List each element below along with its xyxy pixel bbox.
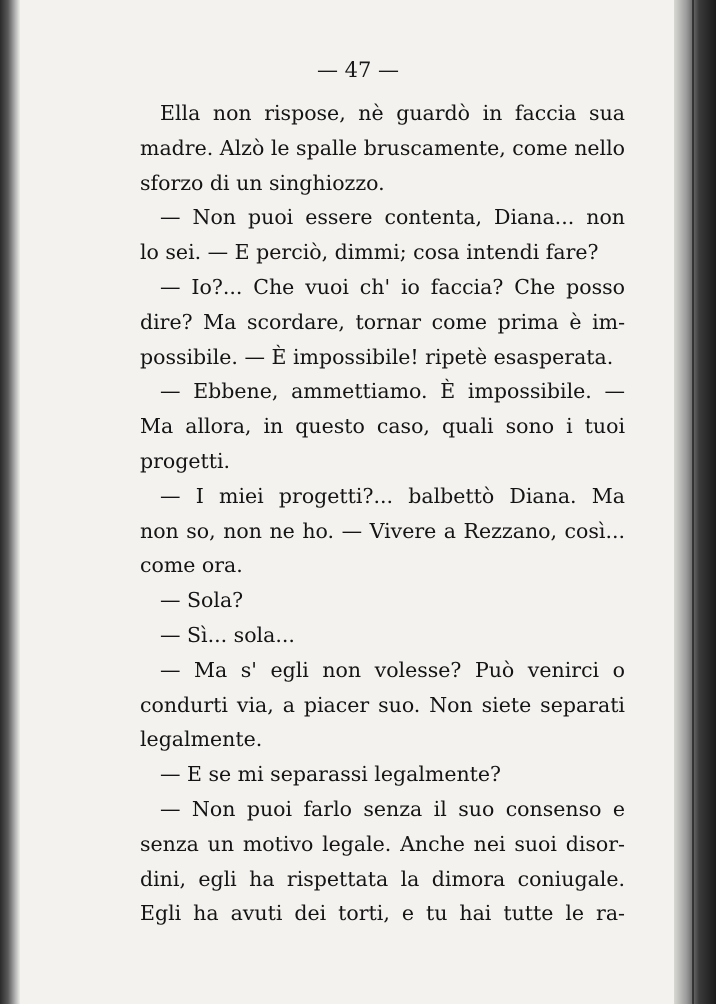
body-text — [140, 96, 625, 931]
text-line: condurti via, a piacer suo. Non siete separati — [140, 692, 625, 717]
page-number: — 47 — — [316, 58, 400, 82]
text-line: possibile. — È impossibile! ripetè esasperata. — [140, 344, 614, 369]
text-line: Egli ha avuti dei torti, e tu hai tutte le ra- — [140, 901, 625, 926]
text-line: — E se mi separassi legalmente? — [160, 762, 502, 787]
text-line: — Sì... sola... — [160, 622, 295, 647]
text-line: madre. Alzò le spalle bruscamente, come nello — [140, 135, 625, 160]
text-line: progetti. — [140, 448, 231, 473]
text-line: come ora. — [140, 553, 243, 578]
text-line: senza un motivo legale. Anche nei suoi disor- — [140, 831, 625, 856]
text-line: dire? Ma scordare, tornar come prima è im- — [140, 309, 625, 334]
text-line: — I miei progetti?... balbettò Diana. Ma — [160, 483, 625, 508]
text-line: — Io?... Che vuoi ch' io faccia? Che posso — [160, 274, 625, 299]
text-line: lo sei. — E perciò, dimmi; cosa intendi fare? — [140, 240, 599, 265]
text-line: Ella non rispose, nè guardò in faccia sua — [160, 101, 625, 125]
text-line: dini, egli ha rispettata la dimora coniugale. — [140, 866, 625, 891]
binding-line — [692, 0, 694, 1004]
text-line: — Ma s' egli non volesse? Può venirci o — [160, 657, 625, 682]
text-line: — Sola? — [160, 588, 244, 613]
text-line: — Non puoi essere contenta, Diana... non — [160, 205, 625, 230]
text-line: legalmente. — [140, 727, 263, 752]
text-line: — Non puoi farlo senza il suo consenso e — [160, 796, 625, 821]
text-line: sforzo di un singhiozzo. — [140, 170, 385, 195]
text-line: Ma allora, in questo caso, quali sono i tuoi — [140, 414, 625, 439]
book-binding-edge — [674, 0, 716, 1004]
page-gutter-shadow — [0, 0, 20, 1004]
text-line: — Ebbene, ammettiamo. È impossibile. — — [160, 379, 625, 404]
text-line: non so, non ne ho. — Vivere a Rezzano, così... — [140, 518, 625, 543]
